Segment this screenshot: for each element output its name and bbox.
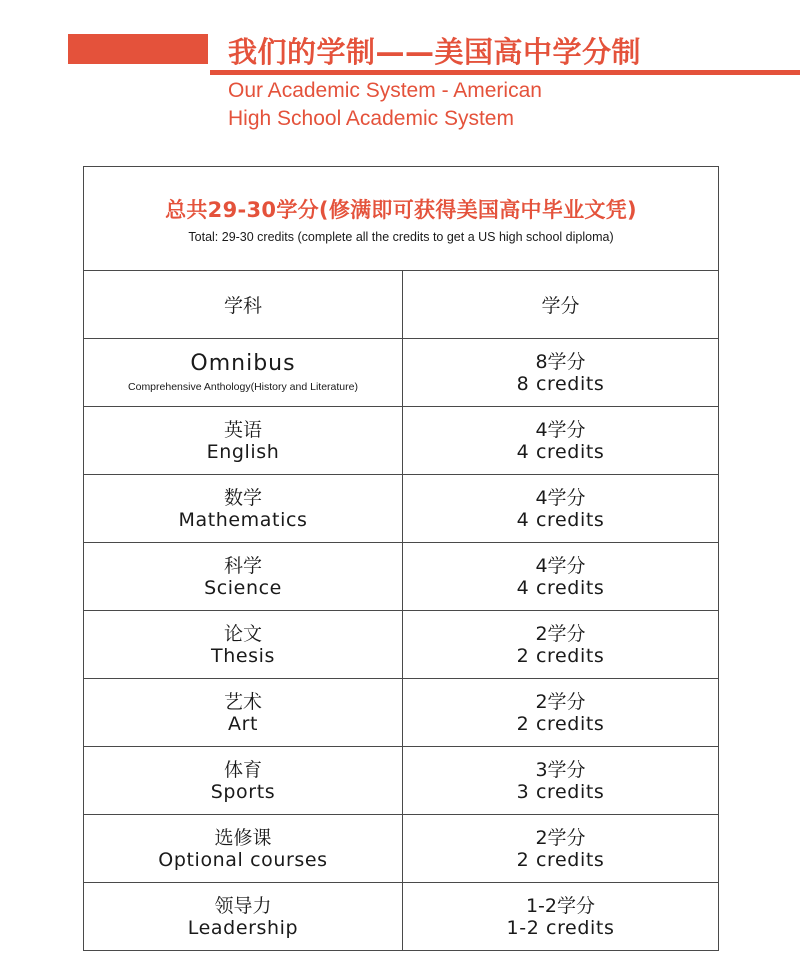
subject-en: Optional courses — [158, 848, 328, 871]
header-subject: 学科 — [84, 271, 403, 339]
subject-cn: 科学 — [223, 554, 262, 577]
subject-en: English — [206, 440, 280, 463]
subject-en: Art — [227, 712, 259, 735]
subject-cn: 论文 — [223, 622, 262, 645]
table-row-omnibus — [84, 339, 719, 407]
summary-en: Total: 29-30 credits (complete all the credits to get a US high school diploma) — [188, 229, 614, 244]
table-row — [84, 679, 719, 747]
credit-en: 1-2 credits — [506, 916, 615, 939]
header-credits: 学分 — [403, 271, 719, 339]
page-title-en-line2: High School Academic System — [228, 107, 514, 130]
subject-cell — [84, 407, 403, 475]
credit-cell — [403, 407, 719, 475]
credit-cn: 2学分 — [535, 622, 586, 645]
subject-cell — [84, 611, 403, 679]
credit-cell — [403, 611, 719, 679]
table-header-row — [84, 271, 719, 339]
summary-cn: 总共29-30学分(修满即可获得美国高中毕业文凭) — [165, 197, 637, 222]
subject-en: Mathematics — [178, 508, 308, 531]
credit-en: 2 credits — [516, 848, 605, 871]
subject-cn: 选修课 — [214, 826, 272, 849]
credit-cn: 4学分 — [535, 554, 586, 577]
credit-cn: 2学分 — [535, 690, 586, 713]
page-title-cn: 我们的学制——美国高中学分制 — [228, 35, 642, 69]
table-row — [84, 815, 719, 883]
credit-en: 4 credits — [516, 508, 605, 531]
subject-cell — [84, 815, 403, 883]
credit-en: 2 credits — [516, 644, 605, 667]
subject-en: Leadership — [187, 916, 299, 939]
page-title-en — [228, 77, 542, 133]
subject-cell — [84, 883, 403, 951]
subject-en: Sports — [210, 780, 276, 803]
credit-en: 8 credits — [516, 372, 605, 395]
table-row — [84, 747, 719, 815]
credit-cell — [403, 679, 719, 747]
subject-cn: 英语 — [223, 418, 262, 441]
subject-cell — [84, 339, 403, 407]
credit-en: 2 credits — [516, 712, 605, 735]
subject-cell — [84, 747, 403, 815]
subject-cn: 体育 — [223, 758, 262, 781]
subject-en: Omnibus — [190, 351, 296, 376]
credit-cell — [403, 543, 719, 611]
table-row — [84, 475, 719, 543]
subject-en: Thesis — [210, 644, 275, 667]
subject-cn: 数学 — [223, 486, 262, 509]
credit-cn: 3学分 — [535, 758, 586, 781]
table-row — [84, 543, 719, 611]
table-row — [84, 883, 719, 951]
credit-cn: 2学分 — [535, 826, 586, 849]
subject-cn: 领导力 — [214, 894, 272, 917]
subject-en: Science — [204, 576, 282, 599]
table-body — [84, 407, 719, 951]
credit-en: 4 credits — [516, 440, 605, 463]
table-row — [84, 611, 719, 679]
credit-cell — [403, 339, 719, 407]
subject-cell — [84, 475, 403, 543]
summary-row — [84, 167, 719, 271]
credit-en: 3 credits — [516, 780, 605, 803]
subject-cn: 艺术 — [223, 690, 262, 713]
credit-cn: 4学分 — [535, 418, 586, 441]
subject-cell — [84, 679, 403, 747]
summary-cell — [84, 167, 719, 271]
credit-cn: 4学分 — [535, 486, 586, 509]
credit-cell — [403, 475, 719, 543]
accent-bar — [68, 34, 208, 64]
credit-cell — [403, 883, 719, 951]
subject-cell — [84, 543, 403, 611]
credits-table — [83, 166, 719, 951]
table-row — [84, 407, 719, 475]
credit-en: 4 credits — [516, 576, 605, 599]
page-title-en-line1: Our Academic System - American — [228, 79, 542, 102]
credit-cell — [403, 747, 719, 815]
credit-cn: 1-2学分 — [525, 894, 596, 917]
subject-description: Comprehensive Anthology(History and Literature) — [128, 381, 358, 393]
credit-cell — [403, 815, 719, 883]
credit-cn: 8学分 — [535, 350, 586, 373]
